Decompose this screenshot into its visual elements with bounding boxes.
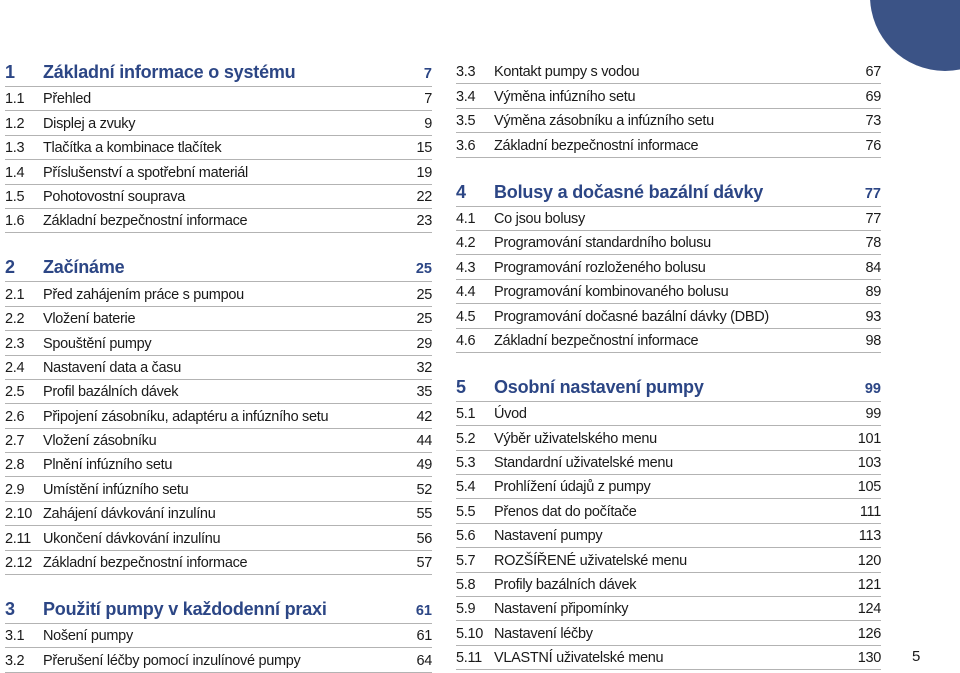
toc-page-number: 19 [416,164,432,181]
toc-page-number: 89 [865,284,881,301]
toc-page-number: 55 [416,506,432,523]
toc-title: Základní bezpečnostní informace [494,137,699,154]
toc-title: Ukončení dávkování inzulínu [43,530,221,547]
toc-page-number: 105 [857,479,881,496]
toc-number: 2.12 [5,555,33,572]
toc-title: Kontakt pumpy s vodou [494,64,640,81]
toc-entry[interactable] [456,280,881,304]
toc-entry[interactable] [456,646,881,670]
toc-entry[interactable] [456,84,881,108]
toc-page-number: 101 [857,430,881,447]
toc-title: Základní bezpečnostní informace [43,213,248,230]
toc-entry[interactable] [456,304,881,328]
toc-entry[interactable] [456,548,881,572]
toc-entry[interactable] [5,404,432,428]
toc-page-number: 98 [865,332,881,349]
toc-page-number: 67 [865,64,881,81]
toc-title: Základní informace o systému [43,62,296,82]
toc-entry[interactable] [456,255,881,279]
toc-number: 4.3 [456,259,476,276]
toc-page-number: 25 [415,261,432,278]
toc-page-number: 99 [864,380,881,397]
toc-page-number: 25 [416,311,432,328]
toc-left-column [5,60,432,673]
toc-number: 1.3 [5,140,25,157]
toc-entry[interactable] [456,231,881,255]
toc-page-number: 56 [416,530,432,547]
toc-number: 1 [5,62,16,82]
toc-page-number: 57 [416,555,432,572]
toc-title: Displej a zvuky [43,115,136,132]
toc-title: Výměna infúzního setu [494,88,636,105]
toc-entry[interactable] [5,282,432,306]
toc-number: 3.4 [456,88,476,105]
toc-entry[interactable] [5,551,432,575]
toc-page-number: 7 [424,91,432,108]
toc-page-number: 126 [857,625,881,642]
toc-title: Nastavení léčby [494,625,593,642]
toc-entry[interactable] [456,621,881,645]
toc-entry[interactable] [5,307,432,331]
toc-title: Osobní nastavení pumpy [494,376,704,397]
toc-entry[interactable] [456,329,881,353]
toc-chapter-heading[interactable] [5,597,432,624]
toc-number: 5.4 [456,479,476,496]
toc-entry[interactable] [5,111,432,135]
toc-number: 4 [456,181,467,202]
toc-number: 4.5 [456,308,476,325]
toc-title: Nošení pumpy [43,628,133,645]
toc-page-number: 130 [857,650,881,667]
section-gap [5,233,432,255]
toc-number: 5.5 [456,503,476,520]
toc-title: ROZŠÍŘENÉ uživatelské menu [494,552,687,569]
toc-title: Nastavení pumpy [494,528,603,545]
toc-title: Přehled [43,91,91,108]
toc-number: 5.6 [456,528,476,545]
toc-number: 2.3 [5,335,25,352]
toc-number: 5.3 [456,455,476,472]
toc-entry[interactable] [5,209,432,233]
toc-title: Spouštění pumpy [43,335,152,352]
toc-entry[interactable] [5,380,432,404]
toc-page-number: 22 [416,188,432,205]
toc-title: VLASTNÍ uživatelské menu [494,650,664,667]
toc-page-number: 35 [416,384,432,401]
toc-page-number: 61 [416,628,432,645]
toc-page-number: 61 [415,603,432,620]
toc-title: Programování rozloženého bolusu [494,259,706,276]
toc-page-number: 111 [859,503,881,520]
toc-page-number: 73 [865,113,881,130]
toc-number: 5.2 [456,430,476,447]
toc-page-number: 103 [857,455,881,472]
toc-entry[interactable] [456,597,881,621]
toc-number: 5.9 [456,601,476,618]
toc-entry[interactable] [5,453,432,477]
toc-title: Úvod [494,406,527,423]
toc-number: 1.6 [5,213,25,230]
toc-title: Tlačítka a kombinace tlačítek [43,140,222,157]
toc-number: 2.9 [5,481,25,498]
toc-title: Bolusy a dočasné bazální dávky [494,181,764,202]
toc-entry[interactable] [456,426,881,450]
toc-page-number: 78 [865,235,881,252]
toc-page-number: 93 [865,308,881,325]
toc-entry[interactable] [456,109,881,133]
toc-number: 2 [5,257,16,278]
toc-title: Použití pumpy v každodenní praxi [43,599,327,620]
toc-title: Programování standardního bolusu [494,235,711,252]
toc-number: 3 [5,599,16,620]
toc-title: Přerušení léčby pomocí inzulínové pumpy [43,652,301,669]
toc-number: 5 [456,376,467,397]
toc-page-number: 9 [424,115,432,132]
toc-number: 1.2 [5,115,25,132]
toc-number: 4.4 [456,284,476,301]
toc-title: Pohotovostní souprava [43,188,186,205]
toc-entry[interactable] [5,502,432,526]
toc-chapter-heading[interactable] [456,375,881,402]
toc-number: 5.8 [456,577,476,594]
toc-entry[interactable] [456,451,881,475]
toc-title: Profily bazálních dávek [494,577,637,594]
toc-title: Před zahájením práce s pumpou [43,286,244,303]
toc-page-number: 49 [416,457,432,474]
toc-chapter-heading[interactable] [456,180,881,207]
toc-title: Vložení zásobníku [43,433,157,450]
toc-title: Zahájení dávkování inzulínu [43,506,216,523]
toc-number: 2.6 [5,408,25,425]
toc-entry[interactable] [5,429,432,453]
toc-entry[interactable] [5,185,432,209]
toc-entry[interactable] [5,136,432,160]
toc-entry[interactable] [456,207,881,231]
toc-number: 3.2 [5,652,25,669]
toc-page-number: 99 [865,406,881,423]
toc-entry[interactable] [5,87,432,111]
toc-number: 2.1 [5,286,25,303]
toc-page-number: 84 [865,259,881,276]
toc-page-number: 77 [864,185,881,202]
toc-number: 1.5 [5,188,25,205]
toc-page-number: 7 [423,66,432,82]
toc-page-number: 15 [416,140,432,157]
toc-page-number: 42 [416,408,432,425]
toc-number: 4.6 [456,332,476,349]
toc-title: Programování dočasné bazální dávky (DBD) [494,308,769,325]
toc-title: Základní bezpečnostní informace [43,555,248,572]
toc-page-number: 113 [858,528,881,545]
toc-number: 2.7 [5,433,25,450]
toc-page-number: 32 [416,359,432,376]
toc-page-number: 64 [416,652,432,669]
toc-title: Základní bezpečnostní informace [494,332,699,349]
toc-number: 3.3 [456,64,476,81]
toc-title: Připojení zásobníku, adaptéru a infúzního setu [43,408,329,425]
toc-page-number: 25 [416,286,432,303]
toc-number: 3.1 [5,628,25,645]
toc-page-number: 76 [865,137,881,154]
toc-number: 2.4 [5,359,25,376]
toc-title: Začínáme [43,257,125,278]
toc-entry[interactable] [456,475,881,499]
toc-page-number: 121 [857,577,881,594]
toc-entry[interactable] [5,477,432,501]
toc-right-column [456,60,881,670]
toc-page-number: 52 [416,481,432,498]
toc-entry[interactable] [5,624,432,648]
toc-title: Nastavení data a času [43,359,181,376]
toc-entry[interactable] [5,526,432,550]
toc-entry[interactable] [456,524,881,548]
toc-entry[interactable] [5,331,432,355]
toc-page-number: 29 [416,335,432,352]
toc-title: Profil bazálních dávek [43,384,179,401]
toc-title: Nastavení připomínky [494,601,629,618]
toc-number: 4.2 [456,235,476,252]
toc-number: 2.8 [5,457,25,474]
toc-title: Vložení baterie [43,311,136,328]
toc-title: Programování kombinovaného bolusu [494,284,729,301]
toc-entry[interactable] [456,60,881,84]
toc-number: 1.1 [5,91,25,108]
toc-title: Výběr uživatelského menu [494,430,657,447]
page-number: 5 [912,648,921,665]
toc-title: Co jsou bolusy [494,210,585,227]
toc-title: Přenos dat do počítače [494,503,637,520]
toc-title: Standardní uživatelské menu [494,455,673,472]
toc-entry[interactable] [5,648,432,672]
toc-page-number: 69 [865,88,881,105]
toc-entry[interactable] [456,573,881,597]
toc-entry[interactable] [5,160,432,184]
toc-number: 2.11 [5,530,31,547]
toc-number: 2.2 [5,311,25,328]
toc-title: Umístění infúzního setu [43,481,189,498]
section-gap [5,575,432,597]
section-gap [456,353,881,375]
toc-entry[interactable] [456,402,881,426]
toc-page-number: 44 [416,433,432,450]
toc-page-number: 120 [857,552,881,569]
toc-entry[interactable] [5,356,432,380]
section-gap [456,158,881,180]
toc-chapter-heading[interactable] [5,60,432,87]
toc-number: 5.11 [456,650,482,667]
toc-number: 3.6 [456,137,476,154]
toc-number: 5.7 [456,552,476,569]
toc-number: 5.1 [456,406,476,423]
toc-page-number: 23 [416,213,432,230]
toc-number: 3.5 [456,113,476,130]
toc-page-number: 77 [865,210,881,227]
toc-entry[interactable] [456,499,881,523]
toc-entry[interactable] [456,133,881,157]
toc-title: Příslušenství a spotřební materiál [43,164,248,181]
toc-number: 2.5 [5,384,25,401]
toc-title: Prohlížení údajů z pumpy [494,479,651,496]
toc-page-number: 124 [857,601,881,618]
toc-title: Výměna zásobníku a infúzního setu [494,113,714,130]
toc-chapter-heading[interactable] [5,255,432,282]
toc-title: Plnění infúzního setu [43,457,173,474]
toc-number: 1.4 [5,164,25,181]
toc-number: 2.10 [5,506,33,523]
corner-decoration [870,0,960,71]
toc-number: 4.1 [456,210,476,227]
toc-number: 5.10 [456,625,484,642]
